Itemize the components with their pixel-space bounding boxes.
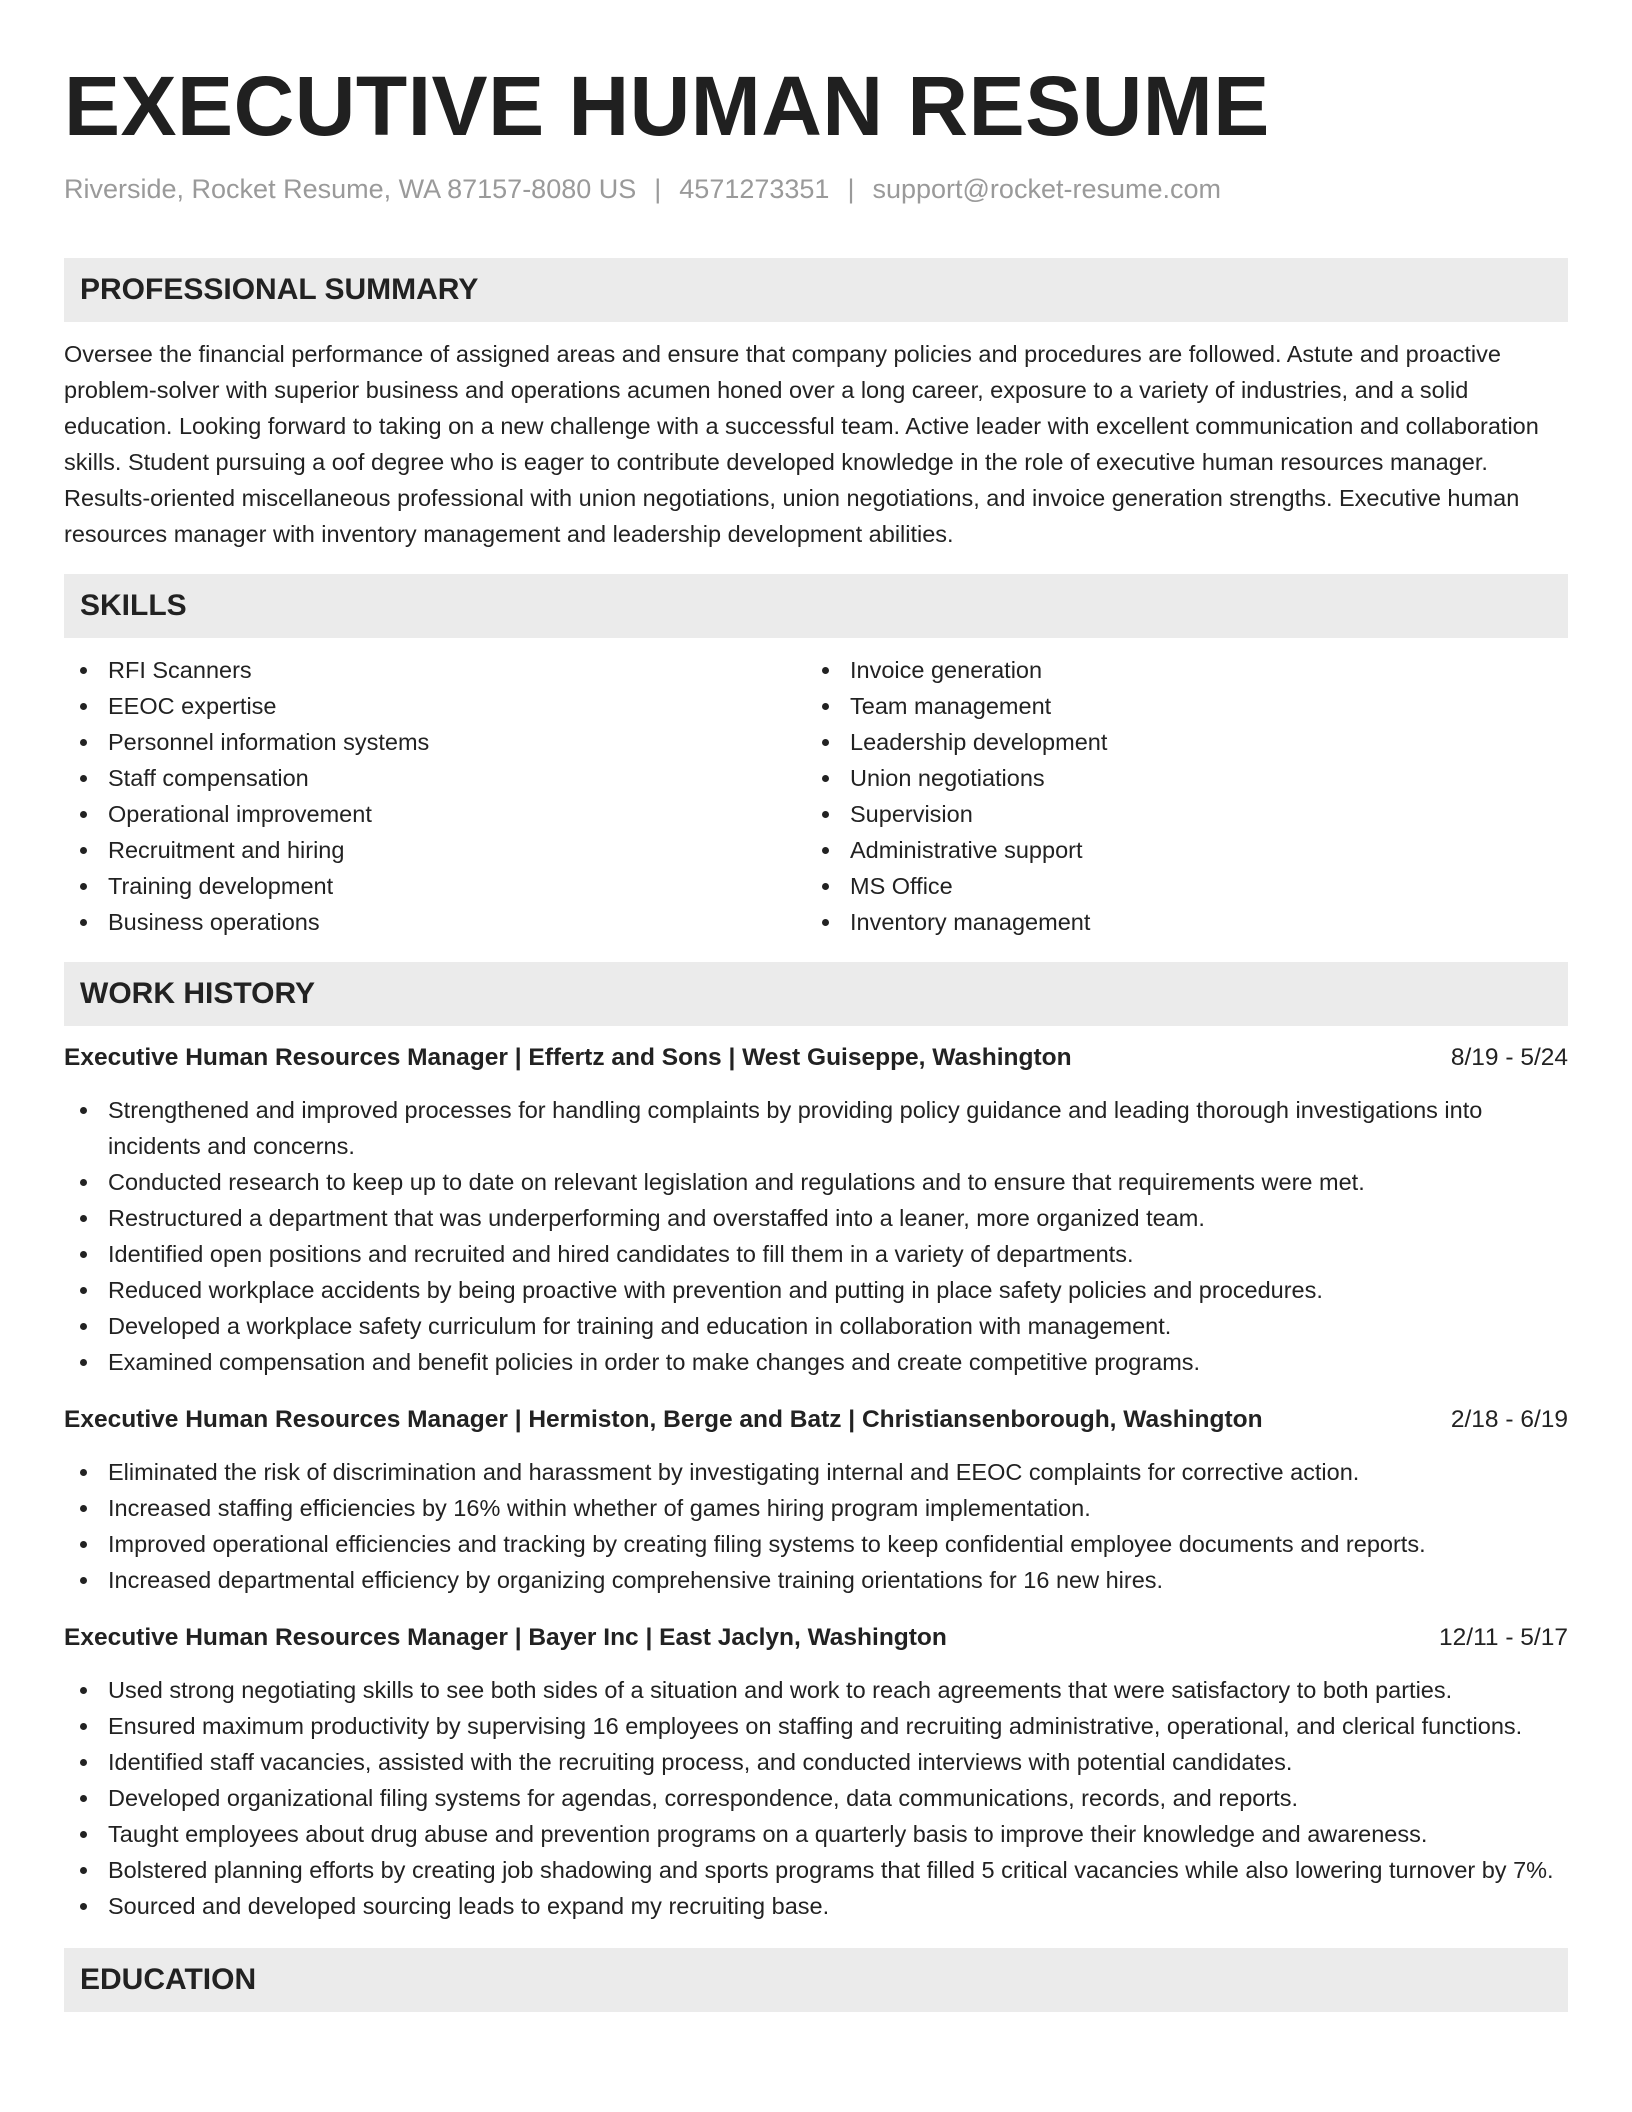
skill-item: Leadership development	[806, 724, 1548, 760]
skill-item: RFI Scanners	[64, 652, 806, 688]
contact-email: support@rocket-resume.com	[872, 174, 1221, 204]
skill-item: Team management	[806, 688, 1548, 724]
job-title: Executive Human Resources Manager | Effertz and Sons | West Guiseppe, Washington	[64, 1044, 1072, 1071]
skill-item: Inventory management	[806, 904, 1548, 940]
job-dates: 8/19 - 5/24	[1450, 1044, 1568, 1071]
skill-item: Recruitment and hiring	[64, 832, 806, 868]
skills-column-right	[806, 652, 1548, 940]
job-duties	[64, 1092, 1568, 1380]
skill-item: Business operations	[64, 904, 806, 940]
job-duties	[64, 1454, 1568, 1598]
job-dates: 2/18 - 6/19	[1450, 1406, 1568, 1433]
job-duty: Increased departmental efficiency by organizing comprehensive training orientations for 16 new hires.	[64, 1562, 1568, 1598]
skill-item: MS Office	[806, 868, 1548, 904]
skill-item: Personnel information systems	[64, 724, 806, 760]
skill-item: Supervision	[806, 796, 1548, 832]
job-duty: Used strong negotiating skills to see both sides of a situation and work to reach agreements that were satisfactory to both parties.	[64, 1672, 1568, 1708]
job-title: Executive Human Resources Manager | Bayer Inc | East Jaclyn, Washington	[64, 1624, 947, 1651]
job-entry	[64, 1620, 1568, 1924]
job-duty: Restructured a department that was underperforming and overstaffed into a leaner, more organized team.	[64, 1200, 1568, 1236]
resume-page	[64, 0, 1568, 2012]
job-duty: Taught employees about drug abuse and prevention programs on a quarterly basis to improve their knowledge and awareness.	[64, 1816, 1568, 1852]
skill-item: EEOC expertise	[64, 688, 806, 724]
job-title: Executive Human Resources Manager | Hermiston, Berge and Batz | Christiansenborough, Washington	[64, 1406, 1263, 1433]
skill-item: Union negotiations	[806, 760, 1548, 796]
skill-item: Staff compensation	[64, 760, 806, 796]
job-duty: Bolstered planning efforts by creating job shadowing and sports programs that filled 5 critical vacancies while also lowering turnover by 7%.	[64, 1852, 1568, 1888]
skills-column-left	[64, 652, 806, 940]
skill-item: Administrative support	[806, 832, 1548, 868]
job-header	[64, 1402, 1568, 1438]
job-duty: Identified open positions and recruited and hired candidates to fill them in a variety of departments.	[64, 1236, 1568, 1272]
job-header	[64, 1040, 1568, 1076]
job-duty: Developed organizational filing systems for agendas, correspondence, data communications, records, and reports.	[64, 1780, 1568, 1816]
job-duty: Conducted research to keep up to date on relevant legislation and regulations and to ensure that requirements were met.	[64, 1164, 1568, 1200]
section-header-summary: PROFESSIONAL SUMMARY	[64, 258, 1568, 322]
skills-list	[64, 652, 1568, 940]
job-duty: Sourced and developed sourcing leads to expand my recruiting base.	[64, 1888, 1568, 1924]
contact-line	[64, 172, 1568, 206]
job-entry	[64, 1402, 1568, 1598]
skill-item: Invoice generation	[806, 652, 1548, 688]
job-duty: Reduced workplace accidents by being proactive with prevention and putting in place safety policies and procedures.	[64, 1272, 1568, 1308]
section-header-work-history: WORK HISTORY	[64, 962, 1568, 1026]
job-duty: Examined compensation and benefit policies in order to make changes and create competitive programs.	[64, 1344, 1568, 1380]
job-duty: Improved operational efficiencies and tracking by creating filing systems to keep confidential employee documents and reports.	[64, 1526, 1568, 1562]
job-entry	[64, 1040, 1568, 1380]
section-header-skills: SKILLS	[64, 574, 1568, 638]
job-duty: Eliminated the risk of discrimination and harassment by investigating internal and EEOC complaints for corrective action.	[64, 1454, 1568, 1490]
skill-item: Training development	[64, 868, 806, 904]
job-duty: Strengthened and improved processes for handling complaints by providing policy guidance and leading thorough investigations into incidents and concerns.	[64, 1092, 1568, 1164]
resume-name: EXECUTIVE HUMAN RESUME	[64, 59, 1270, 153]
job-duty: Identified staff vacancies, assisted with the recruiting process, and conducted interviews with potential candidates.	[64, 1744, 1568, 1780]
job-dates: 12/11 - 5/17	[1439, 1624, 1568, 1651]
summary-text: Oversee the financial performance of assigned areas and ensure that company policies and procedures are followed. Astute and proactive problem-solver with superior business and operations acumen honed over a long career, exposure to a variety of industries, and a solid education. Looking forward to taking on a new challenge with a successful team. Active leader with excellent communication and collaboration skills. Student pursuing a oof degree who is eager to contribute developed knowledge in the role of executive human resources manager. Results-oriented miscellaneous professional with union negotiations, union negotiations, and invoice generation strengths. Executive human resources manager with inventory management and leadership development abilities.	[64, 341, 1539, 547]
skill-item: Operational improvement	[64, 796, 806, 832]
contact-separator: |	[654, 174, 662, 204]
job-duties	[64, 1672, 1568, 1924]
contact-phone: 4571273351	[679, 174, 830, 204]
job-duty: Increased staffing efficiencies by 16% within whether of games hiring program implementation.	[64, 1490, 1568, 1526]
job-duty: Developed a workplace safety curriculum for training and education in collaboration with management.	[64, 1308, 1568, 1344]
contact-separator: |	[847, 174, 855, 204]
job-duty: Ensured maximum productivity by supervising 16 employees on staffing and recruiting administrative, operational, and clerical functions.	[64, 1708, 1568, 1744]
section-header-education: EDUCATION	[64, 1948, 1568, 2012]
contact-address: Riverside, Rocket Resume, WA 87157-8080 US	[64, 174, 637, 204]
job-header	[64, 1620, 1568, 1656]
